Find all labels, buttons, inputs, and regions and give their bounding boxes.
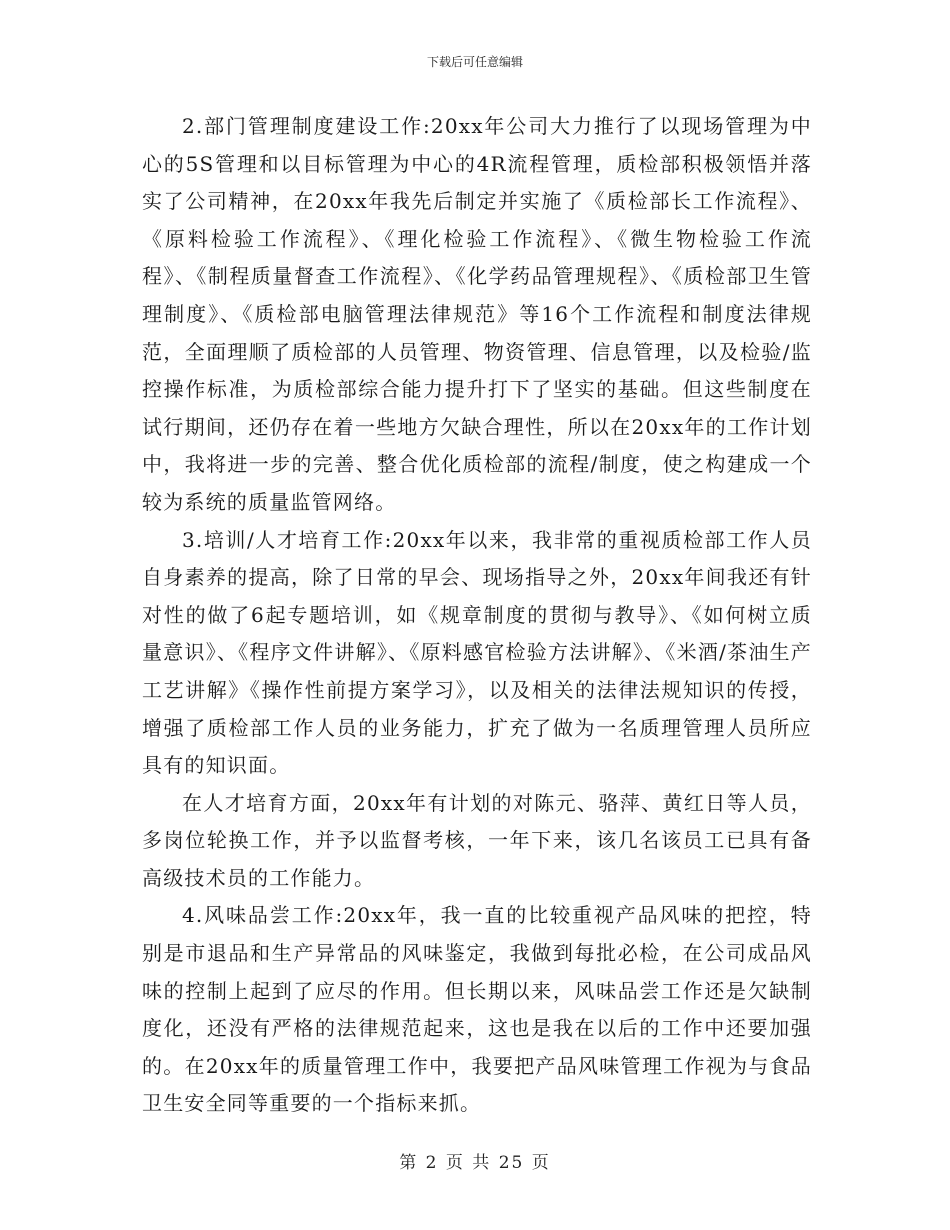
page-number-middle: 页 共 [445,1153,492,1173]
paragraph-flavor-tasting: 4.风味品尝工作:20xx年，我一直的比较重视产品风味的把控，特别是市退品和生产异常品的风味鉴定，我做到每批必检，在公司成品风味的控制上起到了应尽的作用。但长期以来，风味品尝工作还是欠缺制度化，还没有严格的法律规范起来，这也是我在以后的工作中还要加强的。在20xx年的质量管理工作中，我要把产品风味管理工作视为与食品卫生安全同等重要的一个指标来抓。 [142,903,812,1116]
page-number-prefix: 第 [399,1153,419,1173]
paragraph-department-rules: 2.部门管理制度建设工作:20xx年公司大力推行了以现场管理为中心的5S管理和以目标管理为中心的4R流程管理，质检部积极领悟并落实了公司精神，在20xx年我先后制定并实施了《质检部长工作流程》、《原料检验工作流程》、《理化检验工作流程》、《微生物检验工作流程》、《制程质量督查工作流程》、《化学药品管理规程》、《质检部卫生管理制度》、《质检部电脑管理法律规范》等16个工作流程和制度法律规范，全面理顺了质检部的人员管理、物资管理、信息管理，以及检验/监控操作标准，为质检部综合能力提升打下了坚实的基础。但这些制度在试行期间，还仍存在着一些地方欠缺合理性，所以在20xx年的工作计划中，我将进一步的完善、整合优化质检部的流程/制度，使之构建成一个较为系统的质量监管网络。 [142,114,812,514]
document-body [142,108,812,1123]
page-number-suffix: 页 [531,1153,551,1173]
paragraph-talent-cultivation: 在人才培育方面，20xx年有计划的对陈元、骆萍、黄红日等人员，多岗位轮换工作，并予以监督考核，一年下来，该几名该员工已具有备高级技术员的工作能力。 [142,790,812,890]
current-page-number: 2 [425,1153,439,1173]
paragraph-training: 3.培训/人才培育工作:20xx年以来，我非常的重视质检部工作人员自身素养的提高，除了日常的早会、现场指导之外，20xx年间我还有针对性的做了6起专题培训，如《规章制度的贯彻与教导》、《如何树立质量意识》、《程序文件讲解》、《原料感官检验方法讲解》、《米酒/茶油生产工艺讲解》《操作性前提方案学习》，以及相关的法律法规知识的传授，增强了质检部工作人员的业务能力，扩充了做为一名质理管理人员所应具有的知识面。 [142,527,812,778]
page-number [0,1152,950,1174]
header-note: 下载后可任意编辑 [426,55,523,69]
total-pages-number: 25 [498,1153,525,1173]
